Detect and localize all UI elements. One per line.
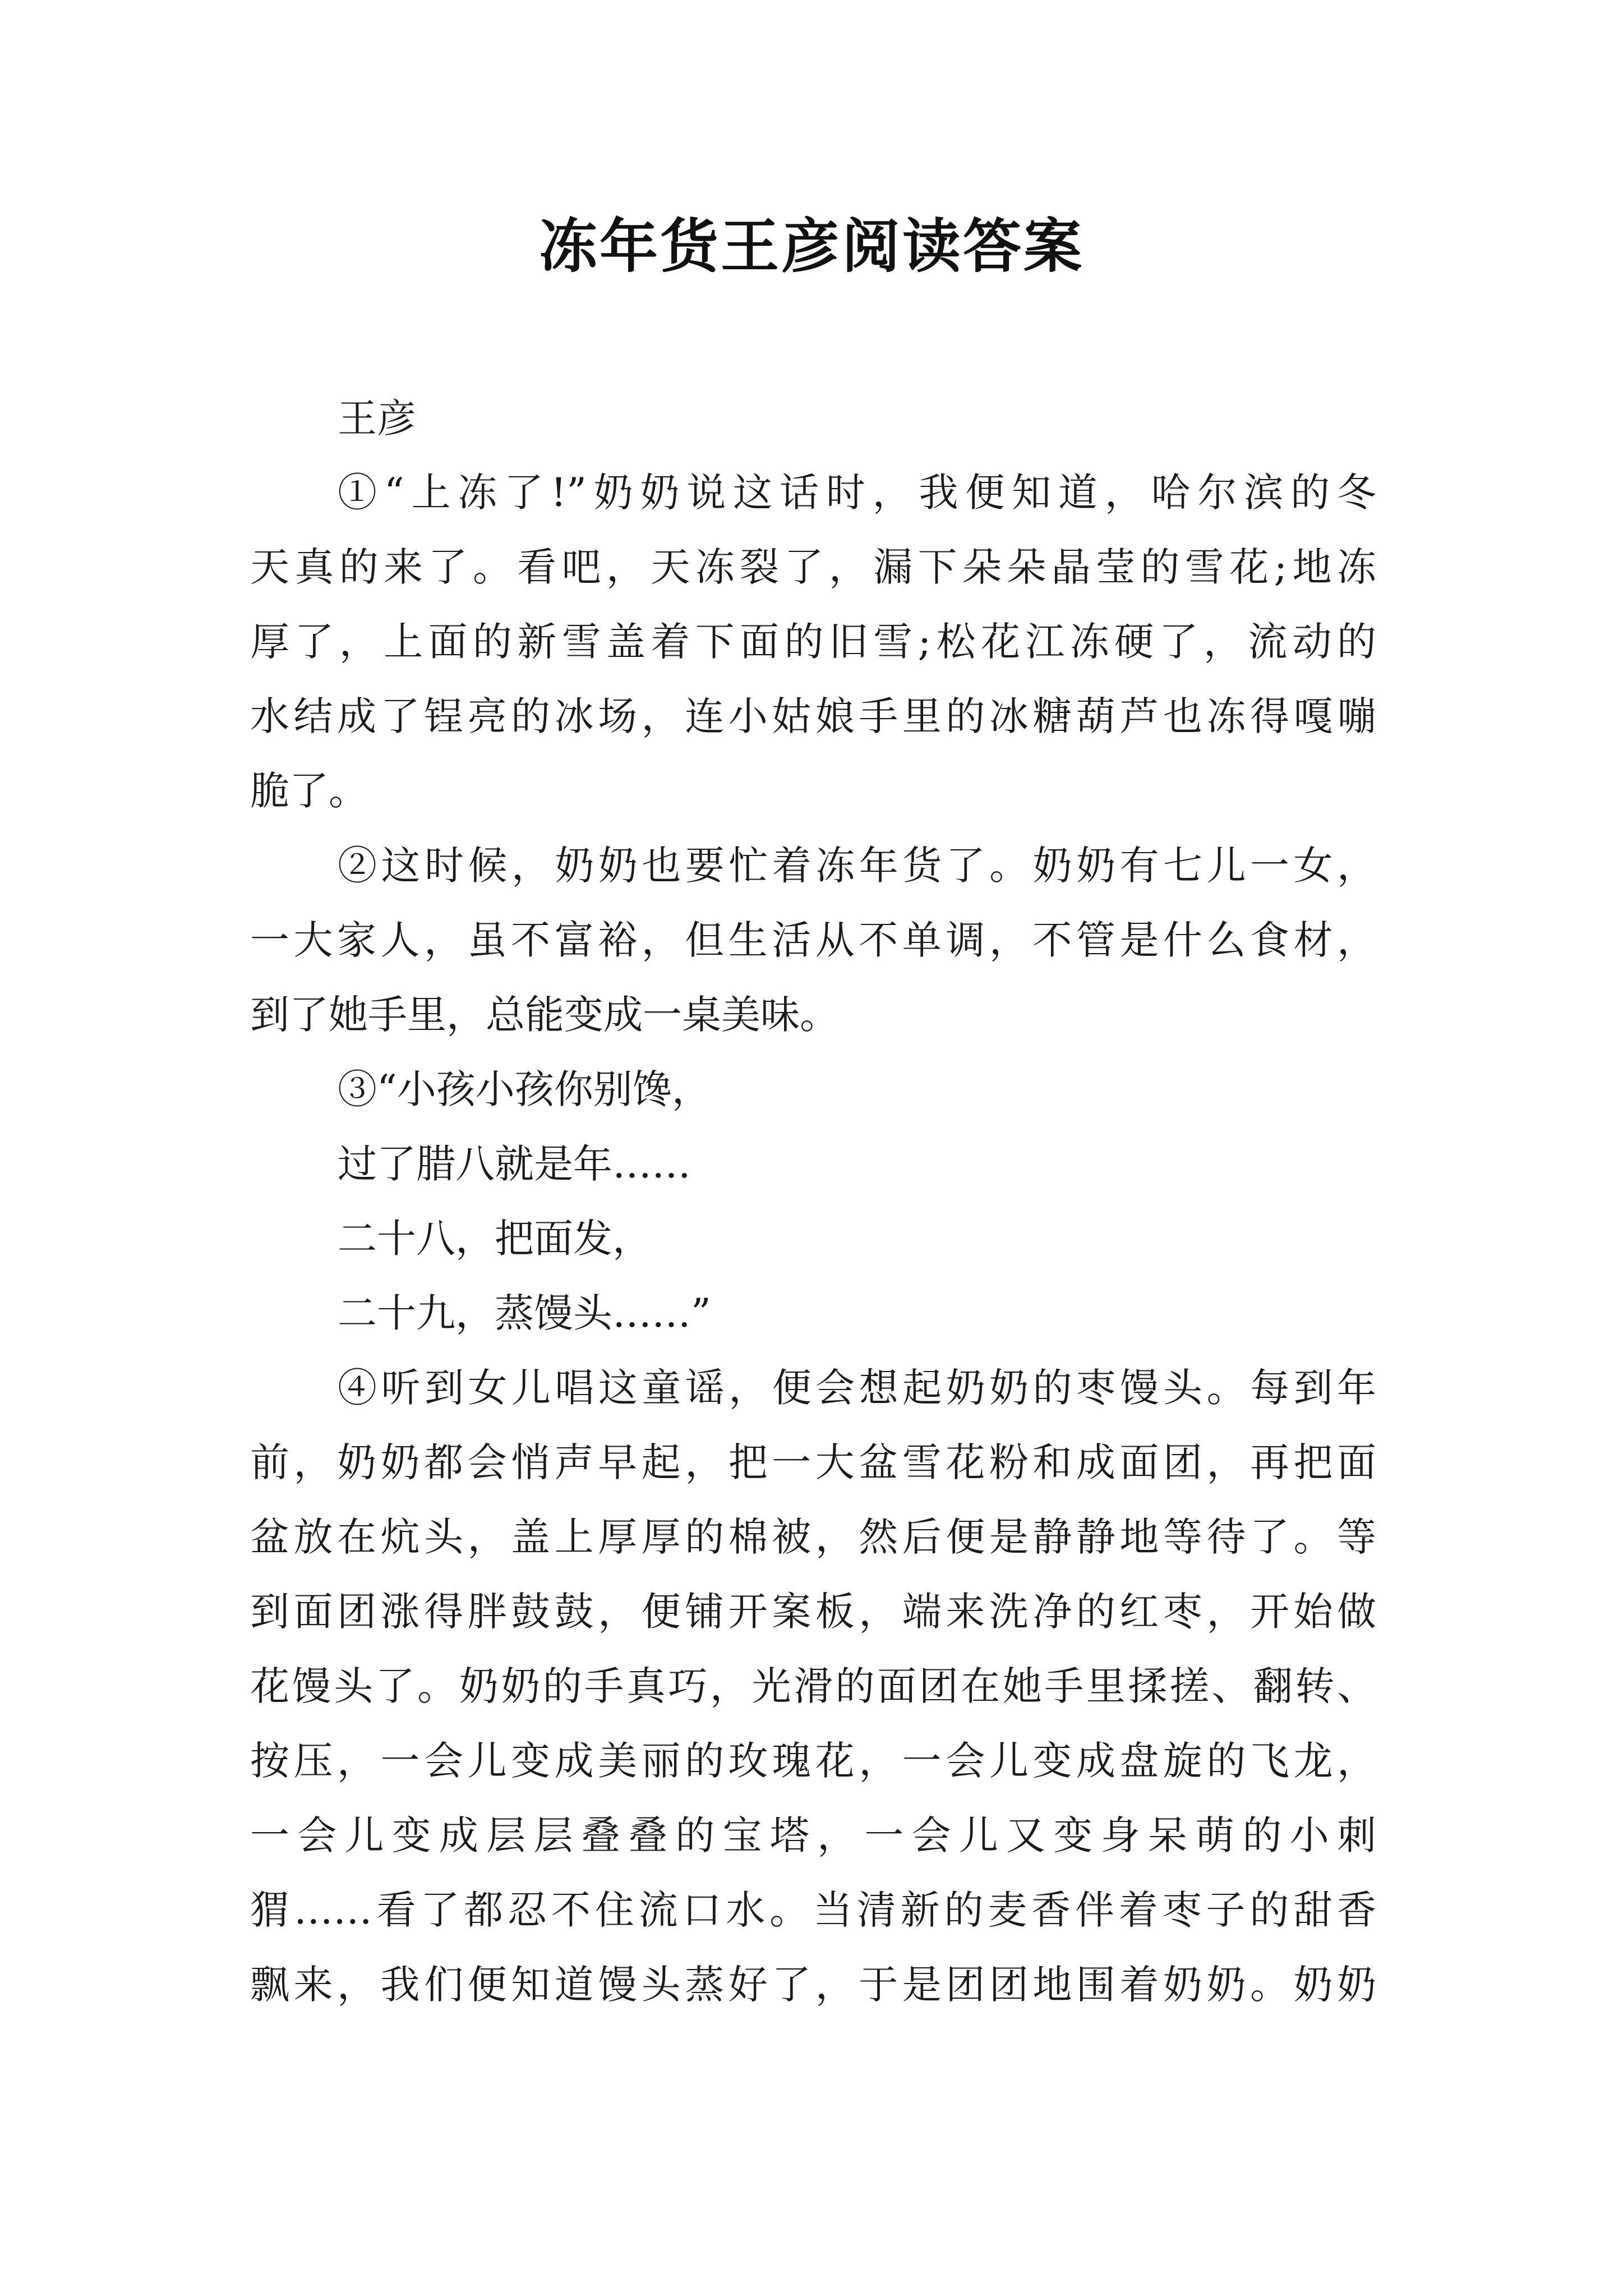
author-line: 王彦 xyxy=(338,395,416,441)
rhyme-line: 过了腊八就是年…… xyxy=(338,1141,691,1187)
paragraph-line: 一大家人，虽不富裕，但生活从不单调，不管是什么食材， xyxy=(250,917,1376,963)
paragraph-line: ②这时候，奶奶也要忙着冻年货了。奶奶有七儿一女， xyxy=(338,843,1376,889)
rhyme-line: 二十八，把面发， xyxy=(338,1216,652,1262)
paragraph-line: ①“上冻了!”奶奶说这话时，我便知道，哈尔滨的冬 xyxy=(338,470,1376,516)
paragraph-line: 花馒头了。奶奶的手真巧，光滑的面团在她手里揉搓、翻转、 xyxy=(250,1663,1376,1709)
paragraph-line: 盆放在炕头，盖上厚厚的棉被，然后便是静静地等待了。等 xyxy=(250,1514,1376,1560)
paragraph-line: 猬……看了都忍不住流口水。当清新的麦香伴着枣子的甜香 xyxy=(250,1887,1376,1933)
page-title: 冻年货王彦阅读答案 xyxy=(538,211,1084,280)
paragraph-line: 一会儿变成层层叠叠的宝塔，一会儿又变身呆萌的小刺 xyxy=(250,1812,1376,1858)
rhyme-line: 二十九，蒸馒头……” xyxy=(338,1290,711,1336)
paragraph-line: 天真的来了。看吧，天冻裂了，漏下朵朵晶莹的雪花;地冻 xyxy=(250,544,1376,590)
paragraph-line: 厚了，上面的新雪盖着下面的旧雪;松花江冻硬了，流动的 xyxy=(250,619,1376,665)
paragraph-line: 脆了。 xyxy=(250,768,368,814)
rhyme-line: ③“小孩小孩你别馋， xyxy=(338,1066,711,1112)
paragraph-line: ④听到女儿唱这童谣，便会想起奶奶的枣馒头。每到年 xyxy=(338,1365,1376,1411)
paragraph-line: 前，奶奶都会悄声早起，把一大盆雪花粉和成面团，再把面 xyxy=(250,1439,1376,1485)
paragraph-line: 到面团涨得胖鼓鼓，便铺开案板，端来洗净的红枣，开始做 xyxy=(250,1589,1376,1635)
paragraph-line: 水结成了锃亮的冰场，连小姑娘手里的冰糖葫芦也冻得嘎嘣 xyxy=(250,693,1376,739)
paragraph-line: 按压，一会儿变成美丽的玫瑰花，一会儿变成盘旋的飞龙， xyxy=(250,1738,1376,1784)
paragraph-line: 飘来，我们便知道馒头蒸好了，于是团团地围着奶奶。奶奶 xyxy=(250,1962,1376,2008)
paragraph-line: 到了她手里，总能变成一桌美味。 xyxy=(250,992,839,1038)
